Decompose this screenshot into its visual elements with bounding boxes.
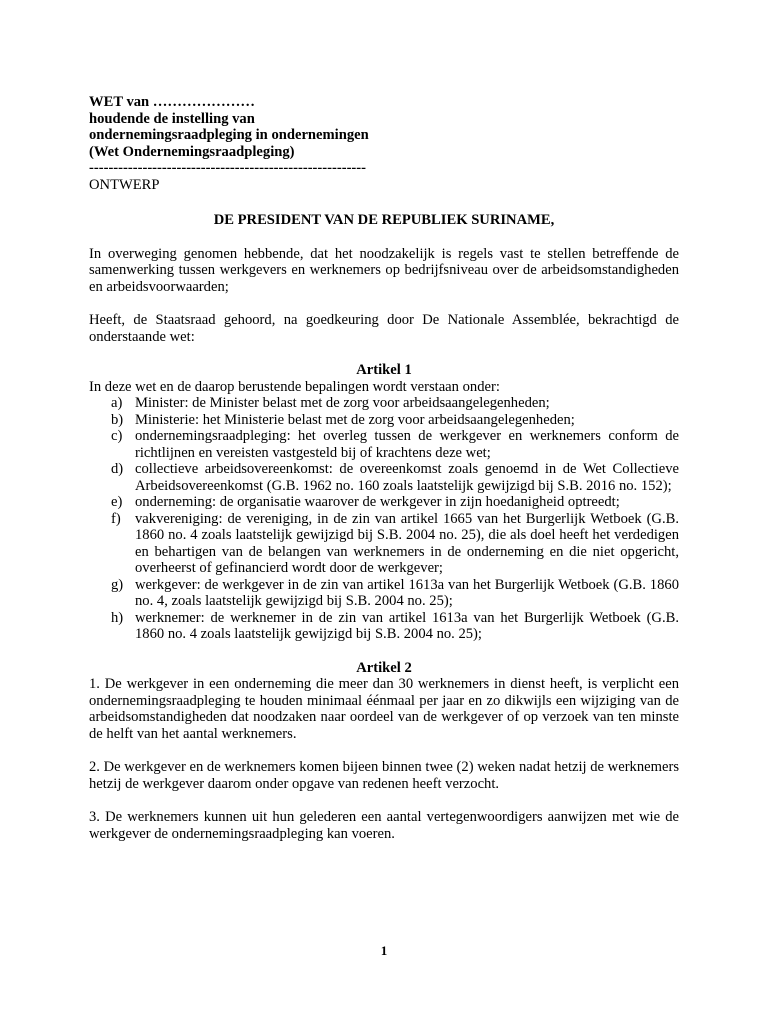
artikel-1 bbox=[89, 362, 679, 643]
law-header bbox=[89, 94, 679, 193]
list-item bbox=[89, 428, 679, 461]
list-marker: a) bbox=[111, 395, 123, 411]
preamble-paragraph: In overweging genomen hebbende, dat het noodzakelijk is regels vast te stellen betreffende de samenwerking tussen werkgevers en werknemers op bedrijfsniveau over de arbeidsomstandigheden en arbeidsvoorwaarden; bbox=[89, 245, 679, 295]
list-item-text: onderneming: de organisatie waarover de werkgever in zijn hoedanigheid optreedt; bbox=[135, 494, 620, 510]
document-page bbox=[89, 94, 679, 842]
draft-status: ONTWERP bbox=[89, 176, 160, 193]
list-marker: f) bbox=[111, 510, 121, 527]
article-heading: Artikel 2 bbox=[356, 659, 412, 676]
list-item-text: werknemer: de werknemer in de zin van artikel 1613a van het Burgerlijk Wetboek (G.B. 1860 no. 4 zoals laatstelijk gewijzigd bij S.B. 2004 no. 25); bbox=[135, 609, 679, 642]
article-paragraph: 1. De werkgever in een onderneming die meer dan 30 werknemers in dienst heeft, is verplicht een ondernemingsraadpleging te houden minimaal éénmaal per jaar en zo dikwijls een wijziging van de arbeidsomstandigheden dat noodzaken naar oordeel van de werkgever of op verzoek van ten minste de helft van het aantal werknemers. bbox=[89, 676, 679, 742]
list-item-text: werkgever: de werkgever in de zin van artikel 1613a van het Burgerlijk Wetboek (G.B. 1860 no. 4, zoals laatstelijk gewijzigd bij S.B. 2004 no. 25); bbox=[135, 576, 679, 609]
list-item bbox=[89, 395, 679, 412]
law-title-line: WET van ………………… bbox=[89, 94, 255, 110]
artikel-2 bbox=[89, 660, 679, 843]
article-intro: In deze wet en de daarop berustende bepalingen wordt verstaan onder: bbox=[89, 378, 500, 395]
enactment-paragraph: Heeft, de Staatsraad gehoord, na goedkeuring door De Nationale Assemblée, bekrachtigd de onderstaande wet: bbox=[89, 312, 679, 345]
document-title: DE PRESIDENT VAN DE REPUBLIEK SURINAME, bbox=[213, 212, 555, 228]
list-marker: g) bbox=[111, 576, 124, 593]
list-item-text: Minister: de Minister belast met de zorg voor arbeidsaangelegenheden; bbox=[135, 395, 550, 411]
list-item bbox=[89, 412, 679, 429]
article-heading: Artikel 1 bbox=[356, 362, 412, 378]
law-subtitle-line: houdende de instelling van bbox=[89, 110, 255, 127]
list-item-text: vakvereniging: de vereniging, in de zin van artikel 1665 van het Burgerlijk Wetboek (G.B. 1860 no. 4 zoals laatstelijk gewijzigd bij S.B. 2004 no. 25), die als doel heeft het verdedigen en behartigen van de belangen van werknemers in de onderneming en die niet opgericht, overheerst of gefinancierd wordt door de werkgever; bbox=[135, 510, 679, 576]
list-marker: h) bbox=[111, 609, 124, 626]
list-item bbox=[89, 577, 679, 610]
list-item-text: ondernemingsraadpleging: het overleg tussen de werkgever en werknemers conform de richtlijnen en vereisten vastgesteld bij of krachtens deze wet; bbox=[135, 428, 679, 461]
list-marker: e) bbox=[111, 494, 123, 510]
list-item bbox=[89, 610, 679, 643]
list-marker: c) bbox=[111, 428, 123, 444]
article-paragraph: 3. De werknemers kunnen uit hun gelederen een aantal vertegenwoordigers aanwijzen met wie de werkgever de ondernemingsraadpleging kan voeren. bbox=[89, 809, 679, 842]
list-item-text: collectieve arbeidsovereenkomst: de overeenkomst zoals genoemd in de Wet Collectieve Arbeidsovereenkomst (G.B. 1962 no. 160 zoals laatstelijk gewijzigd bij S.B. 2016 no. 152); bbox=[135, 461, 679, 494]
list-item bbox=[89, 461, 679, 494]
definitions-list bbox=[89, 395, 679, 643]
page-number: 1 bbox=[380, 943, 388, 958]
law-short-title: (Wet Ondernemingsraadpleging) bbox=[89, 143, 295, 160]
list-item bbox=[89, 494, 679, 511]
list-item bbox=[89, 511, 679, 577]
list-marker: d) bbox=[111, 461, 124, 477]
article-paragraph: 2. De werkgever en de werknemers komen bijeen binnen twee (2) weken nadat hetzij de werknemers hetzij de werkgever daarom onder opgave van redenen heeft verzocht. bbox=[89, 759, 679, 792]
law-subtitle-line: ondernemingsraadpleging in ondernemingen bbox=[89, 127, 369, 143]
header-divider: --------------------------------------------------------- bbox=[89, 160, 367, 176]
list-item-text: Ministerie: het Ministerie belast met de zorg voor arbeidsaangelegenheden; bbox=[135, 411, 575, 428]
list-marker: b) bbox=[111, 411, 124, 428]
